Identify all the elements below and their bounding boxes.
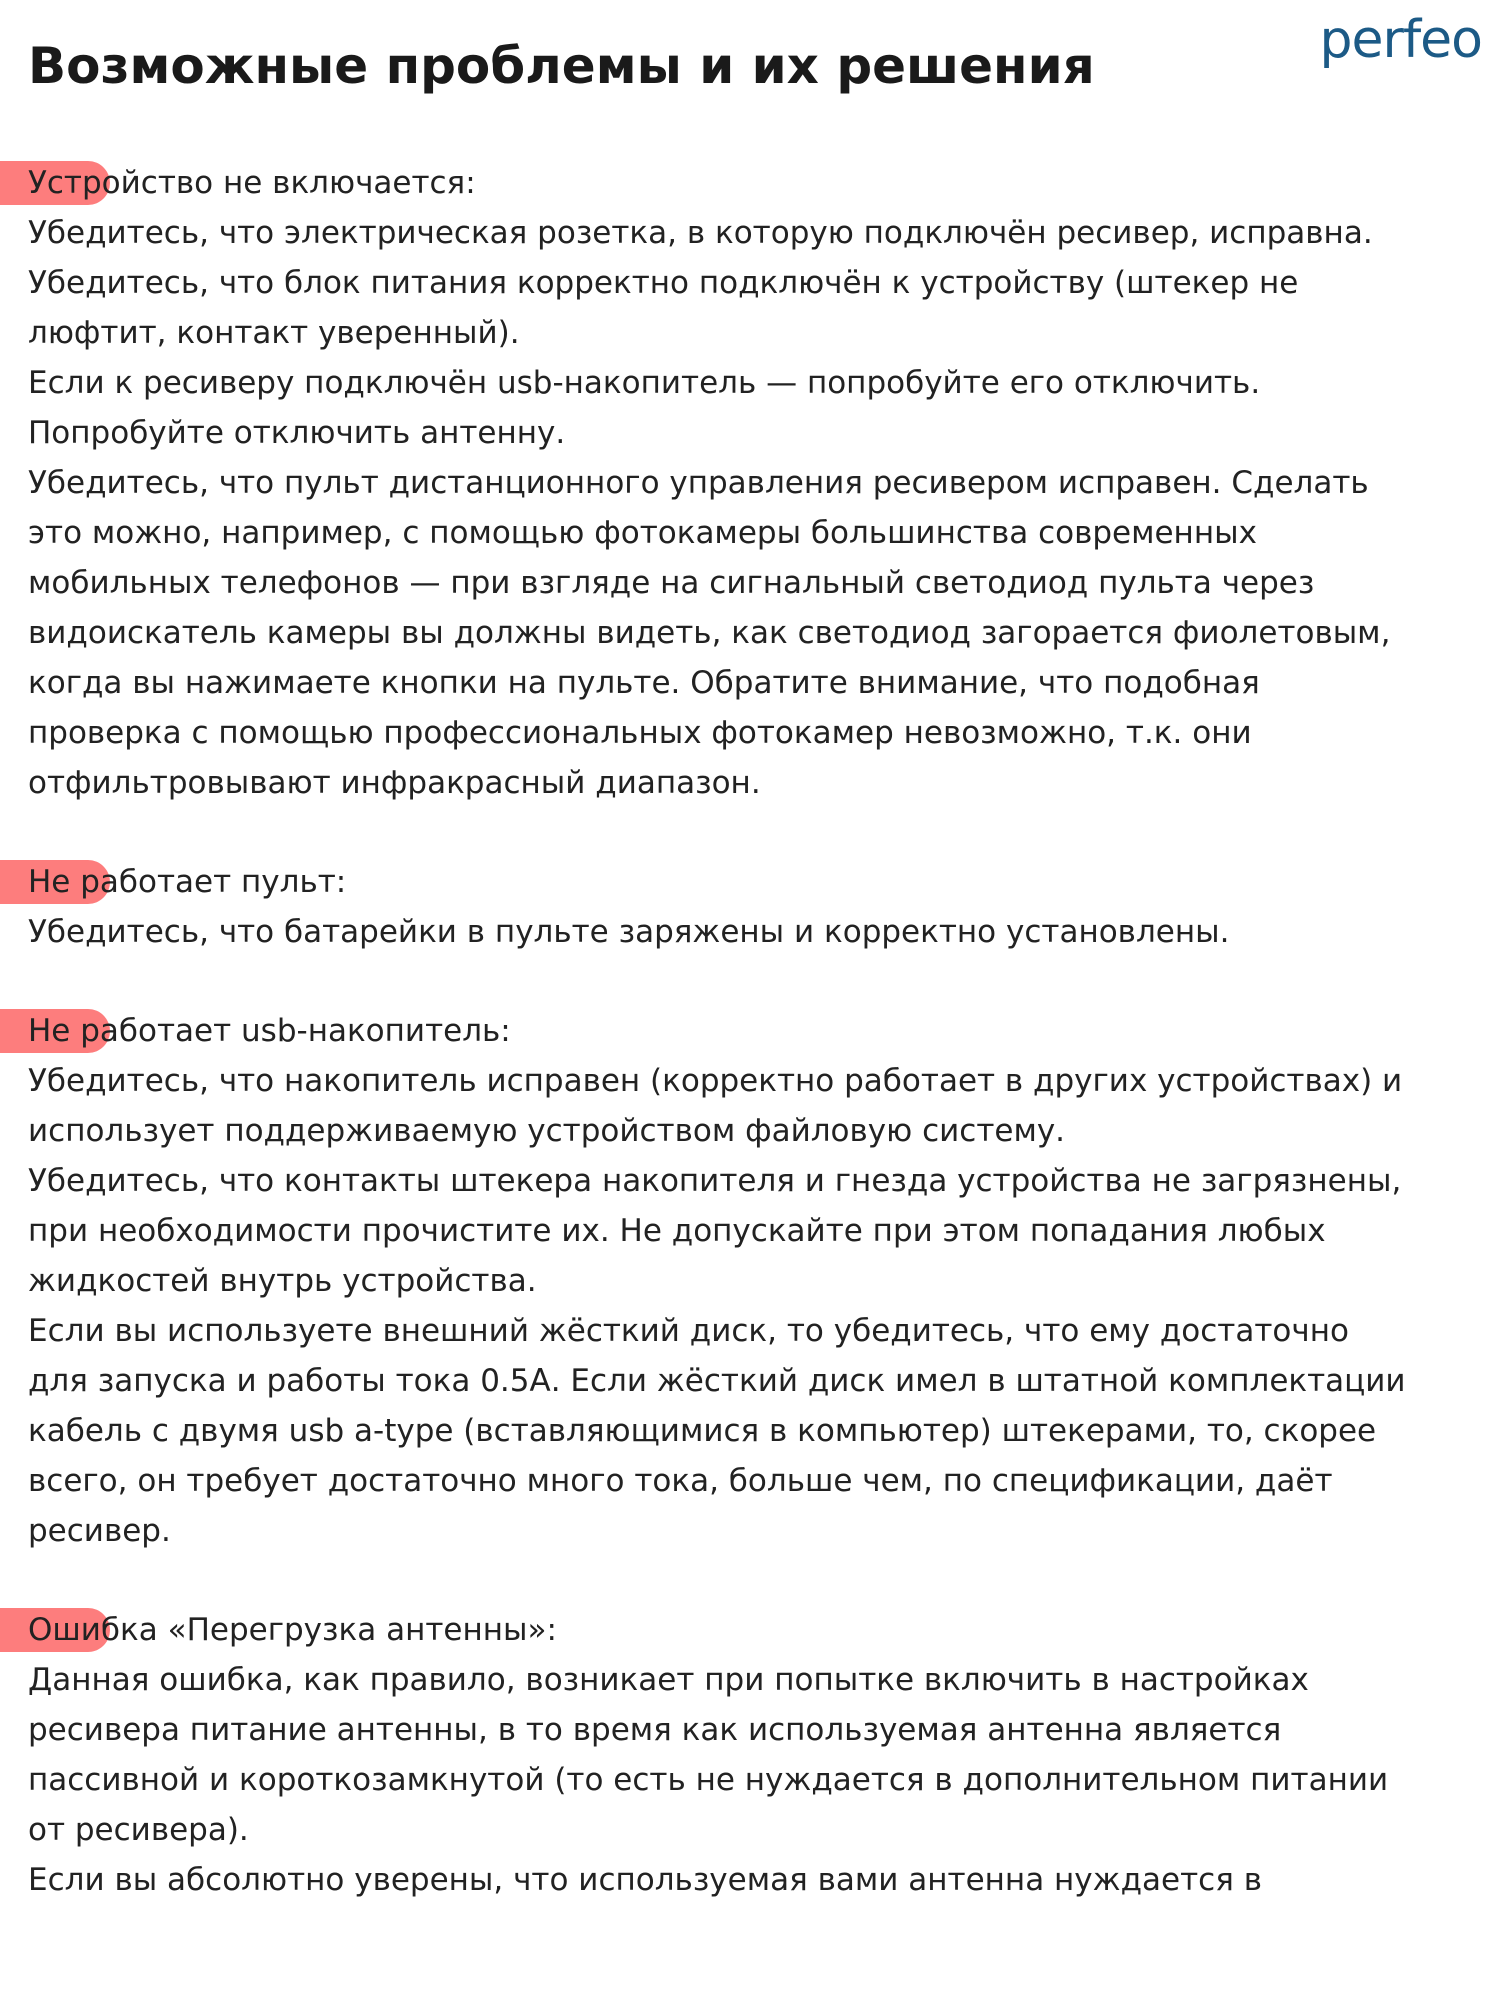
paragraph-line: жидкостей внутрь устройства. — [28, 1263, 537, 1299]
paragraph-line: отфильтровывают инфракрасный диапазон. — [28, 765, 761, 801]
section-heading: Ошибка «Перегрузка антенны»: — [28, 1605, 1468, 1655]
paragraph-line: ресивера питание антенны, в то время как используемая антенна является — [28, 1712, 1282, 1748]
paragraph-line: видоискатель камеры вы должны видеть, как светодиод загорается фиолетовым, — [28, 615, 1391, 651]
paragraph-line: ресивер. — [28, 1513, 171, 1549]
section-device-not-turning-on — [28, 158, 1468, 808]
troubleshooting-content — [28, 158, 1468, 1954]
section-heading: Устройство не включается: — [28, 158, 1468, 208]
section-usb-drive-not-working — [28, 1006, 1468, 1556]
paragraph-line: использует поддерживаемую устройством файловую систему. — [28, 1113, 1066, 1149]
paragraph-line: для запуска и работы тока 0.5А. Если жёсткий диск имел в штатной комплектации — [28, 1363, 1406, 1399]
paragraph-line: проверка с помощью профессиональных фотокамер невозможно, т.к. они — [28, 715, 1252, 751]
paragraph-line: Убедитесь, что блок питания корректно подключён к устройству (штекер не — [28, 265, 1299, 301]
paragraph-line: Убедитесь, что накопитель исправен (корректно работает в других устройствах) и — [28, 1063, 1403, 1099]
paragraph-line: Данная ошибка, как правило, возникает при попытке включить в настройках — [28, 1662, 1309, 1698]
section-remote-not-working — [28, 857, 1468, 957]
paragraph-line: Если вы используете внешний жёсткий диск, то убедитесь, что ему достаточно — [28, 1313, 1349, 1349]
paragraph-line: Убедитесь, что электрическая розетка, в которую подключён ресивер, исправна. — [28, 215, 1373, 251]
paragraph-line: Если к ресиверу подключён usb-накопитель — попробуйте его отключить. — [28, 365, 1261, 401]
section-heading: Не работает пульт: — [28, 857, 1468, 907]
page-title: Возможные проблемы и их решения — [28, 37, 1095, 95]
paragraph-line: Убедитесь, что пульт дистанционного управления ресивером исправен. Сделать — [28, 465, 1369, 501]
paragraph-line: это можно, например, с помощью фотокамеры большинства современных — [28, 515, 1257, 551]
paragraph-line: мобильных телефонов — при взгляде на сигнальный светодиод пульта через — [28, 565, 1315, 601]
paragraph-line: кабель с двумя usb a-type (вставляющимися в компьютер) штекерами, то, скорее — [28, 1413, 1377, 1449]
paragraph-line: от ресивера). — [28, 1812, 249, 1848]
paragraph-line: люфтит, контакт уверенный). — [28, 315, 520, 351]
paragraph-line: при необходимости прочистите их. Не допускайте при этом попадания любых — [28, 1213, 1326, 1249]
paragraph-line: пассивной и короткозамкнутой (то есть не нуждается в дополнительном питании — [28, 1762, 1389, 1798]
section-antenna-overload-error — [28, 1605, 1468, 1905]
paragraph-line: Убедитесь, что контакты штекера накопителя и гнезда устройства не загрязнены, — [28, 1163, 1402, 1199]
paragraph-line: всего, он требует достаточно много тока, больше чем, по спецификации, даёт — [28, 1463, 1333, 1499]
paragraph-line: Убедитесь, что батарейки в пульте заряжены и корректно установлены. — [28, 914, 1230, 950]
paragraph-line: Попробуйте отключить антенну. — [28, 415, 566, 451]
perfeo-logo: perfeo — [1319, 10, 1482, 70]
paragraph-line: когда вы нажимаете кнопки на пульте. Обратите внимание, что подобная — [28, 665, 1260, 701]
paragraph-line: Если вы абсолютно уверены, что используемая вами антенна нуждается в — [28, 1862, 1262, 1898]
section-heading: Не работает usb-накопитель: — [28, 1006, 1468, 1056]
